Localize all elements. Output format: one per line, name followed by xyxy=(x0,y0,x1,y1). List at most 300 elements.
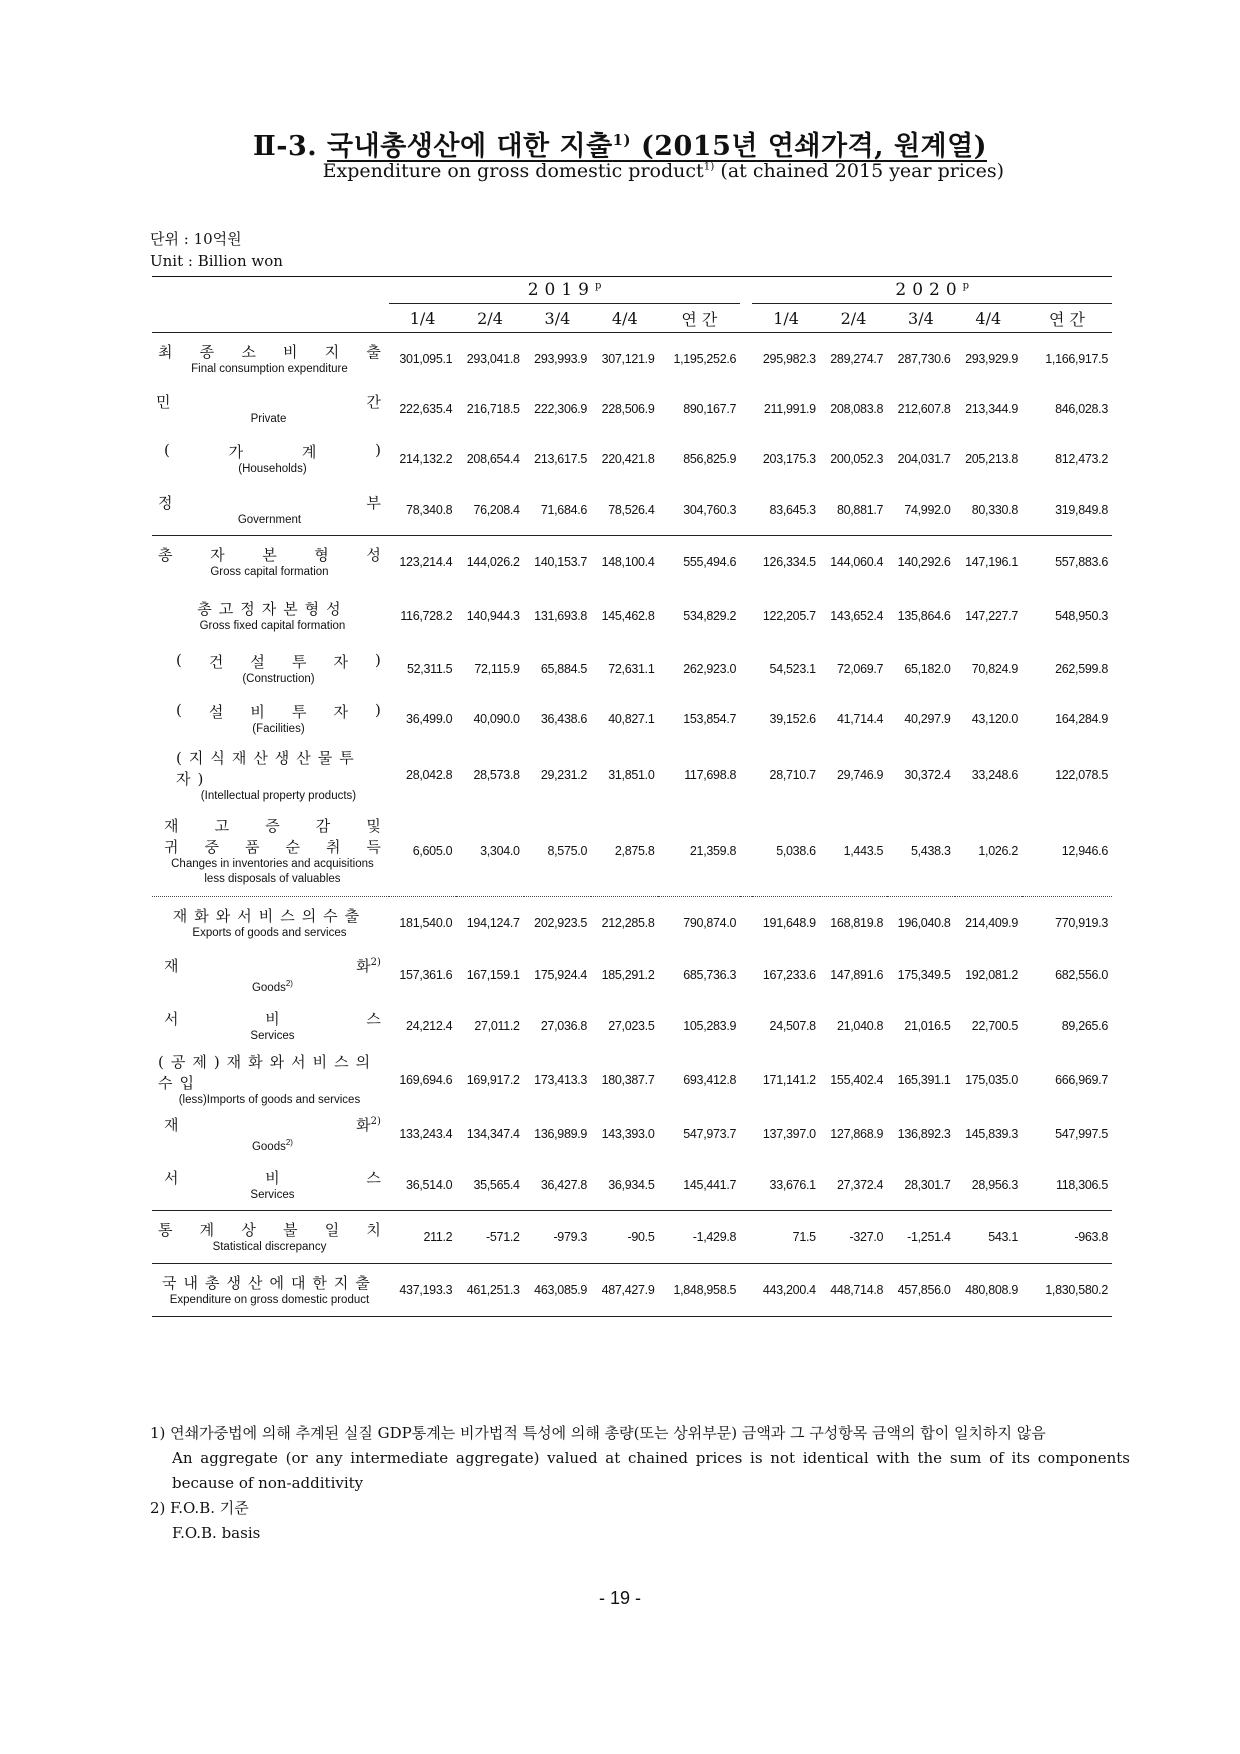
table-cell: 76,208.4 xyxy=(456,485,523,536)
table-cell: -571.2 xyxy=(456,1211,523,1264)
footnote-1-ko: 1) 연쇄가중법에 의해 추계된 실질 GDP통계는 비가법적 특성에 의해 총량(또는 상위부문) 금액과 그 구성항목 금액의 합이 일치하지 않음 xyxy=(150,1424,1046,1442)
table-cell: 140,944.3 xyxy=(466,609,520,623)
table-cell: 21,359.8 xyxy=(658,806,740,897)
unit-ko: 단위 : 10억원 xyxy=(150,230,242,248)
table-cell: 21,040.8 xyxy=(836,1019,884,1033)
table-cell: 70,824.9 xyxy=(971,662,1018,676)
table-cell: 1,195,252.6 xyxy=(673,352,737,366)
table-cell: 682,556.0 xyxy=(1055,968,1108,982)
row-label-ko: 총고정자본형성 xyxy=(197,600,348,618)
table-cell: 304,760.3 xyxy=(658,485,740,536)
table-cell: 144,026.2 xyxy=(466,555,520,569)
table-cell: 43,120.0 xyxy=(971,712,1018,726)
table-cell: 143,393.0 xyxy=(601,1127,655,1141)
table-cell: 169,694.6 xyxy=(399,1072,453,1087)
table-cell: 80,881.7 xyxy=(820,485,887,536)
table-cell: 293,041.8 xyxy=(466,352,520,366)
table-cell: 135,864.6 xyxy=(897,609,951,623)
table-cell: 105,283.9 xyxy=(683,1019,737,1033)
table-cell: 175,035.0 xyxy=(965,1072,1018,1087)
table-cell: 74,992.0 xyxy=(887,485,954,536)
row-label xyxy=(152,433,389,485)
row-label-en: (less)Imports of goods and services xyxy=(178,1094,361,1106)
footnotes xyxy=(150,1421,1130,1546)
table-row xyxy=(152,1001,1112,1051)
row-label xyxy=(152,333,389,386)
column-gap xyxy=(740,1001,752,1051)
row-label-en: Services xyxy=(250,1030,295,1042)
table-row xyxy=(152,333,1112,386)
table-cell: -90.5 xyxy=(591,1211,658,1264)
row-label-ko: 귀 중 품 순 취 득 xyxy=(164,838,381,856)
row-label xyxy=(152,949,389,1001)
table-cell: -1,429.8 xyxy=(658,1211,740,1264)
row-label-en: Changes in inventories and acquisitions less disposals of valuables xyxy=(171,858,374,885)
table-cell: 131,693.8 xyxy=(534,609,588,623)
table-cell: 145,441.7 xyxy=(658,1160,740,1211)
table-cell: 27,023.5 xyxy=(608,1019,655,1033)
table-cell: 204,031.7 xyxy=(897,452,951,466)
table-row xyxy=(152,588,1112,644)
table-cell: 666,969.7 xyxy=(1055,1072,1108,1087)
table-row xyxy=(152,1211,1112,1264)
row-label xyxy=(152,1001,389,1051)
table-cell: 228,506.9 xyxy=(601,402,655,416)
table-cell: 33,676.1 xyxy=(752,1160,819,1211)
table-cell: 203,175.3 xyxy=(762,452,816,466)
column-gap xyxy=(740,949,752,1001)
table-cell: 222,306.9 xyxy=(534,402,588,416)
row-label xyxy=(152,806,389,897)
row-label-en: (Intellectual property products) xyxy=(200,789,357,802)
table-cell: 35,565.4 xyxy=(456,1160,523,1211)
table-cell: 133,243.4 xyxy=(399,1127,453,1141)
table-cell: 547,997.5 xyxy=(1055,1127,1108,1141)
unit-en: Unit : Billion won xyxy=(150,252,283,270)
table-cell: 192,081.2 xyxy=(965,968,1018,982)
table-cell: 191,648.9 xyxy=(762,916,816,930)
table-cell: 8,575.0 xyxy=(524,806,591,897)
table-row xyxy=(152,644,1112,694)
table-cell: 463,085.9 xyxy=(524,1264,591,1317)
table-cell: 307,121.9 xyxy=(601,352,655,366)
table-cell: 122,205.7 xyxy=(762,609,816,623)
table-cell: 155,402.4 xyxy=(830,1072,884,1087)
column-gap xyxy=(740,1160,752,1211)
table-cell: 790,874.0 xyxy=(683,916,737,930)
table-row xyxy=(152,744,1112,806)
table-cell: 168,819.8 xyxy=(830,916,884,930)
table-cell: 301,095.1 xyxy=(399,352,453,366)
title-rest: (2015년 연쇄가격, 원계열) xyxy=(640,131,987,162)
table-cell: 693,412.8 xyxy=(683,1072,737,1087)
table-cell: 116,728.2 xyxy=(400,609,453,623)
column-gap xyxy=(740,385,752,433)
expenditure-table xyxy=(152,276,1112,1317)
table-cell: 80,330.8 xyxy=(955,485,1022,536)
subtitle-rest: (at chained 2015 year prices) xyxy=(720,160,1004,182)
table-cell: 28,301.7 xyxy=(887,1160,954,1211)
table-cell: 72,631.1 xyxy=(608,662,655,676)
table-cell: 78,340.8 xyxy=(389,485,456,536)
table-cell: 137,397.0 xyxy=(762,1127,816,1141)
q-header: 1/4 xyxy=(752,304,819,333)
table-cell: 36,499.0 xyxy=(406,712,453,726)
table-cell: 293,993.9 xyxy=(534,352,588,366)
table-cell: 6,605.0 xyxy=(389,806,456,897)
table-cell: 145,462.8 xyxy=(601,609,655,623)
row-label-en: (Construction) xyxy=(242,673,315,685)
table-cell: 28,042.8 xyxy=(406,768,453,782)
row-label xyxy=(152,644,389,694)
row-label-ko: 재화와서비스의수출 xyxy=(172,907,367,925)
table-cell: 890,167.7 xyxy=(683,402,737,416)
row-label-en: Government xyxy=(237,514,302,526)
row-label-ko: ( 설 비 투 자 ) xyxy=(176,701,381,721)
table-cell: 153,854.7 xyxy=(683,712,737,726)
table-cell: 289,274.7 xyxy=(830,352,884,366)
table-row xyxy=(152,1264,1112,1317)
table-cell: 147,227.7 xyxy=(965,609,1018,623)
table-cell: 65,182.0 xyxy=(904,662,951,676)
column-gap xyxy=(740,694,752,744)
table-cell: 36,514.0 xyxy=(389,1160,456,1211)
table-cell: 127,868.9 xyxy=(830,1127,884,1141)
table-cell: 71.5 xyxy=(752,1211,819,1264)
table-cell: 89,265.6 xyxy=(1061,1019,1108,1033)
table-cell: 547,973.7 xyxy=(683,1127,737,1141)
table-cell: 1,166,917.5 xyxy=(1045,352,1108,366)
table-cell: 175,924.4 xyxy=(534,968,588,982)
table-row xyxy=(152,536,1112,589)
row-label-ko: 총 자 본 형 성 xyxy=(158,546,381,564)
table-cell: 846,028.3 xyxy=(1055,402,1108,416)
table-cell: 36,427.8 xyxy=(524,1160,591,1211)
table-cell: 140,292.6 xyxy=(897,555,951,569)
table-row xyxy=(152,897,1112,950)
table-cell: 185,291.2 xyxy=(601,968,655,982)
table-cell: 24,507.8 xyxy=(769,1019,816,1033)
row-label xyxy=(152,1211,389,1264)
table-cell: 770,919.3 xyxy=(1055,916,1108,930)
table-cell: 29,231.2 xyxy=(540,768,588,782)
row-label-en: Gross fixed capital formation xyxy=(199,620,346,632)
row-label-ko: 서 비 스 xyxy=(164,1169,381,1187)
table-cell: 205,213.8 xyxy=(965,452,1018,466)
row-label-ko: (지식재산생산물투자) xyxy=(176,748,361,788)
row-label xyxy=(152,744,389,806)
table-cell: 1,830,580.2 xyxy=(1022,1264,1112,1317)
table-cell: 1,443.5 xyxy=(820,806,887,897)
table-cell: 167,159.1 xyxy=(466,968,520,982)
table-cell: 202,923.5 xyxy=(534,916,588,930)
table-cell: 196,040.8 xyxy=(897,916,951,930)
q-header: 4/4 xyxy=(955,304,1022,333)
table-cell: -963.8 xyxy=(1022,1211,1112,1264)
row-label-en: Exports of goods and services xyxy=(192,927,347,939)
row-label-ko: 재 화$^{2)}$ xyxy=(164,956,381,975)
table-row xyxy=(152,1160,1112,1211)
table-cell: 295,982.3 xyxy=(762,352,816,366)
footnote-2-en: F.O.B. basis xyxy=(172,1524,261,1542)
row-label-en: Statistical discrepancy xyxy=(212,1241,327,1253)
q-header: 2/4 xyxy=(456,304,523,333)
table-cell: 147,891.6 xyxy=(830,968,884,982)
table-row xyxy=(152,485,1112,536)
table-cell: 126,334.5 xyxy=(762,555,816,569)
column-gap xyxy=(740,536,752,589)
table-cell: 136,892.3 xyxy=(897,1127,951,1141)
table-cell: 54,523.1 xyxy=(769,662,816,676)
table-cell: 262,923.0 xyxy=(683,662,737,676)
table-cell: 123,214.4 xyxy=(399,555,453,569)
footnote-2-ko: 2) F.O.B. 기준 xyxy=(150,1499,249,1517)
row-label-en: Services xyxy=(250,1189,295,1201)
table-cell: 140,153.7 xyxy=(534,555,588,569)
table-cell: 173,413.3 xyxy=(534,1072,588,1087)
column-gap xyxy=(740,806,752,897)
table-row xyxy=(152,1108,1112,1160)
page-title xyxy=(0,124,1240,163)
row-label-en: Expenditure on gross domestic product xyxy=(169,1294,370,1306)
table-cell: 213,617.5 xyxy=(534,452,588,466)
table-cell: 180,387.7 xyxy=(601,1072,655,1087)
q-header: 4/4 xyxy=(591,304,658,333)
table-cell: 28,956.3 xyxy=(955,1160,1022,1211)
table-cell: 208,654.4 xyxy=(466,452,520,466)
unit-label xyxy=(150,228,283,272)
table-cell: 167,233.6 xyxy=(762,968,816,982)
column-gap xyxy=(740,897,752,950)
table-cell: 118,306.5 xyxy=(1022,1160,1112,1211)
row-label-en: (Households) xyxy=(238,463,307,475)
table-cell: 487,427.9 xyxy=(591,1264,658,1317)
table-cell: 134,347.4 xyxy=(466,1127,520,1141)
row-label xyxy=(152,588,389,644)
table-cell: 222,635.4 xyxy=(399,402,453,416)
row-label xyxy=(152,1160,389,1211)
table-row xyxy=(152,806,1112,897)
table-cell: 22,700.5 xyxy=(971,1019,1018,1033)
table-cell: 448,714.8 xyxy=(820,1264,887,1317)
table-cell: 164,284.9 xyxy=(1055,712,1108,726)
table-cell: 117,698.8 xyxy=(684,768,737,782)
title-main: 국내총생산에 대한 지출 xyxy=(327,131,613,162)
table-cell: 5,438.3 xyxy=(887,806,954,897)
row-label-ko: 최 종 소 비 지 출 xyxy=(158,343,381,361)
table-cell: 143,652.4 xyxy=(830,609,884,623)
row-label-en: Goods$^{2)}$ xyxy=(251,978,293,994)
table-cell: 12,946.6 xyxy=(1022,806,1112,897)
table-cell: 181,540.0 xyxy=(399,916,453,930)
row-label-ko: 정 부 xyxy=(158,494,381,512)
table-row xyxy=(152,1051,1112,1108)
table-cell: 36,934.5 xyxy=(591,1160,658,1211)
table-cell: 534,829.2 xyxy=(683,609,737,623)
table-cell: 212,607.8 xyxy=(897,402,951,416)
table-cell: 1,848,958.5 xyxy=(658,1264,740,1317)
table-cell: 165,391.1 xyxy=(897,1072,951,1087)
column-gap xyxy=(740,644,752,694)
row-label-en: Private xyxy=(250,413,287,425)
table-row xyxy=(152,385,1112,433)
table-cell: 28,710.7 xyxy=(769,768,816,782)
table-cell: 548,950.3 xyxy=(1055,609,1108,623)
row-label-en: Gross capital formation xyxy=(210,566,329,578)
table-cell: 52,311.5 xyxy=(406,662,453,676)
page-subtitle xyxy=(323,160,1004,182)
table-cell: 175,349.5 xyxy=(897,968,951,982)
table-cell: 65,884.5 xyxy=(540,662,588,676)
column-gap xyxy=(740,588,752,644)
table-cell: 40,827.1 xyxy=(608,712,655,726)
table-cell: -327.0 xyxy=(820,1211,887,1264)
table-cell: 216,718.5 xyxy=(466,402,520,416)
table-cell: 480,808.9 xyxy=(955,1264,1022,1317)
table-cell: 214,409.9 xyxy=(965,916,1018,930)
table-cell: 3,304.0 xyxy=(456,806,523,897)
table-cell: 437,193.3 xyxy=(389,1264,456,1317)
row-label xyxy=(152,1264,389,1317)
table-cell: 27,372.4 xyxy=(820,1160,887,1211)
table-cell: 1,026.2 xyxy=(955,806,1022,897)
row-label-ko: 재 고 증 감 및 xyxy=(164,817,381,835)
table-cell: 147,196.1 xyxy=(965,555,1018,569)
subtitle-text: Expenditure on gross domestic product xyxy=(322,160,704,182)
table-cell: 194,124.7 xyxy=(466,916,520,930)
column-gap xyxy=(740,333,752,386)
row-label-ko: ( 가 계 ) xyxy=(164,441,381,461)
table-cell: 40,090.0 xyxy=(473,712,520,726)
table-cell: 212,285.8 xyxy=(601,916,655,930)
table-cell: 145,839.3 xyxy=(965,1127,1018,1141)
q-header: 연 간 xyxy=(658,304,740,333)
row-label-ko: (공제)재화와서비스의수입 xyxy=(158,1053,378,1092)
column-gap xyxy=(740,485,752,536)
table-cell: 28,573.8 xyxy=(473,768,520,782)
footnote-1-en: An aggregate (or any intermediate aggregate) valued at chained prices is not identical with the sum of its components because of non-additivity xyxy=(172,1449,1130,1492)
q-header: 2/4 xyxy=(820,304,887,333)
row-label-ko: 통 계 상 불 일 치 xyxy=(158,1221,381,1239)
table-cell: 457,856.0 xyxy=(887,1264,954,1317)
year-2020: 2020$^p$ xyxy=(752,277,1112,304)
row-label xyxy=(152,536,389,589)
table-cell: 27,036.8 xyxy=(540,1019,588,1033)
row-label xyxy=(152,485,389,536)
table-row xyxy=(152,694,1112,744)
table-cell: 78,526.4 xyxy=(591,485,658,536)
year-2019: 2019$^p$ xyxy=(389,277,740,304)
column-gap xyxy=(740,1211,752,1264)
table-cell: 136,989.9 xyxy=(534,1127,588,1141)
q-header: 3/4 xyxy=(524,304,591,333)
table-cell: 122,078.5 xyxy=(1055,768,1108,782)
table-cell: 157,361.6 xyxy=(399,968,453,982)
table-cell: 543.1 xyxy=(955,1211,1022,1264)
table-cell: -1,251.4 xyxy=(887,1211,954,1264)
table-cell: 40,297.9 xyxy=(904,712,951,726)
table-cell: 72,115.9 xyxy=(474,662,520,676)
table-cell: 685,736.3 xyxy=(683,968,737,982)
table-cell: 211.2 xyxy=(389,1211,456,1264)
table-cell: 148,100.4 xyxy=(601,555,655,569)
q-header: 연 간 xyxy=(1022,304,1112,333)
table-cell: 5,038.6 xyxy=(752,806,819,897)
row-label xyxy=(152,1051,389,1108)
row-label xyxy=(152,694,389,744)
table-cell: 287,730.6 xyxy=(897,352,951,366)
title-prefix: Ⅱ-3. xyxy=(252,131,318,162)
column-gap xyxy=(740,433,752,485)
table-row xyxy=(152,433,1112,485)
table-cell: 262,599.8 xyxy=(1055,662,1108,676)
column-gap xyxy=(740,744,752,806)
table-cell: 213,344.9 xyxy=(965,402,1018,416)
table-cell: 220,421.8 xyxy=(601,452,655,466)
quarter-header-row xyxy=(152,304,1112,333)
row-label-ko: 국내총생산에대한지출 xyxy=(162,1274,377,1292)
row-label xyxy=(152,897,389,950)
table-cell: 211,991.9 xyxy=(763,402,816,416)
row-label-ko: 민 간 xyxy=(156,393,381,411)
table-cell: 169,917.2 xyxy=(466,1072,520,1087)
row-label-ko: ( 건 설 투 자 ) xyxy=(176,651,381,671)
q-header: 3/4 xyxy=(887,304,954,333)
table-cell: 83,645.3 xyxy=(752,485,819,536)
table-cell: 2,875.8 xyxy=(591,806,658,897)
table-cell: 39,152.6 xyxy=(769,712,816,726)
table-cell: 443,200.4 xyxy=(752,1264,819,1317)
subtitle-sup: 1) xyxy=(703,160,715,173)
table-row xyxy=(152,949,1112,1001)
table-cell: 461,251.3 xyxy=(456,1264,523,1317)
table-cell: 31,851.0 xyxy=(608,768,655,782)
table-cell: 293,929.9 xyxy=(965,352,1018,366)
row-label xyxy=(152,1108,389,1160)
table-cell: 319,849.8 xyxy=(1022,485,1112,536)
table-cell: 555,494.6 xyxy=(683,555,737,569)
table-cell: 33,248.6 xyxy=(971,768,1018,782)
table-cell: 72,069.7 xyxy=(836,662,884,676)
row-label-ko: 서 비 스 xyxy=(164,1010,381,1028)
table-cell: 24,212.4 xyxy=(406,1019,453,1033)
row-label-en: (Facilities) xyxy=(252,723,305,735)
table-cell: 41,714.4 xyxy=(836,712,884,726)
table-cell: -979.3 xyxy=(524,1211,591,1264)
row-label-ko: 재 화$^{2)}$ xyxy=(164,1115,381,1134)
q-header: 1/4 xyxy=(389,304,456,333)
table-cell: 71,684.6 xyxy=(524,485,591,536)
table-cell: 200,052.3 xyxy=(830,452,884,466)
title-sup: 1) xyxy=(612,131,632,149)
table-cell: 208,083.8 xyxy=(830,402,884,416)
table-cell: 856,825.9 xyxy=(683,452,737,466)
page-number: - 19 - xyxy=(598,1588,641,1608)
table-cell: 29,746.9 xyxy=(836,768,884,782)
table-cell: 557,883.6 xyxy=(1055,555,1108,569)
table-cell: 214,132.2 xyxy=(399,452,453,466)
row-label-en: Goods$^{2)}$ xyxy=(251,1137,293,1153)
table-cell: 21,016.5 xyxy=(904,1019,951,1033)
column-gap xyxy=(740,1108,752,1160)
table-cell: 812,473.2 xyxy=(1055,452,1108,466)
table-cell: 36,438.6 xyxy=(540,712,588,726)
year-header-row xyxy=(152,277,1112,304)
table-cell: 144,060.4 xyxy=(830,555,884,569)
row-label-en: Final consumption expenditure xyxy=(191,363,348,375)
column-gap xyxy=(740,1264,752,1317)
row-label xyxy=(152,385,389,433)
